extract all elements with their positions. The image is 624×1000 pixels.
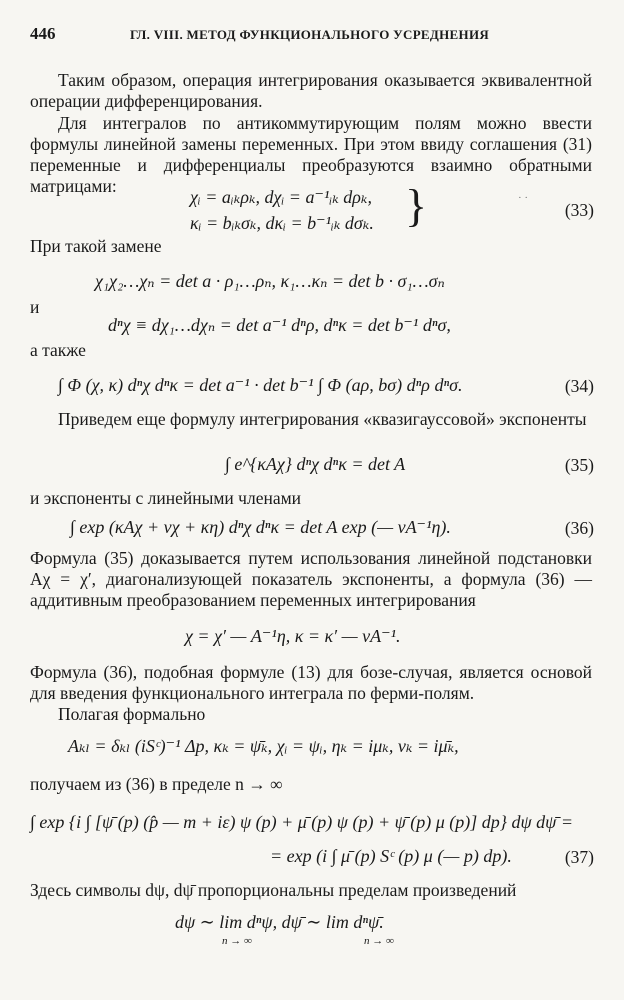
equation-substitution: χ = χ′ — A⁻¹η, κ = κ′ — νA⁻¹. (185, 626, 401, 646)
paragraph-10: Полагая формально (58, 704, 206, 724)
equation-37-line-2: = exp (i ∫ μ̄ (p) Sᶜ (p) μ (— p) dp). (270, 846, 512, 866)
equation-limits: dψ ∼ lim dⁿψ, dψ̄ ∼ lim dⁿψ̄. (175, 912, 384, 932)
paragraph-5: а также (30, 340, 86, 360)
equation-34: ∫ Φ (χ, κ) dⁿχ dⁿκ = det a⁻¹ · det b⁻¹ ∫ Φ (aρ, bσ) dⁿρ dⁿσ. (58, 375, 463, 395)
right-brace: } (405, 180, 428, 231)
equation-37-number: (37) (564, 847, 594, 867)
paragraph-11: получаем из (36) в пределе n → ∞ (30, 774, 283, 794)
paragraph-9: Формула (36), подобная формуле (13) для бозе-случая, является основой для введения функционального интеграла по ферми-полям. (30, 662, 592, 703)
equation-33-line-1: χᵢ = aᵢₖρₖ, dχᵢ = a⁻¹ᵢₖ dρₖ, (190, 187, 372, 207)
paragraph-3: При такой замене (30, 236, 162, 256)
running-header (30, 24, 594, 46)
equation-det-product: χ₁χ₂…χₙ = det a · ρ₁…ρₙ, κ₁…κₙ = det b · σ₁…σₙ (95, 271, 445, 291)
paragraph-8: Формула (35) доказывается путем использования линейной подстановки Aχ = χ′, диагонализующей показатель экспоненты, а формула (36) — аддитивным преобразованием переменных интегрирования (30, 548, 592, 610)
paragraph-2: Для интегралов по антикоммутирующим полям можно ввести формулы линейной замены переменных. При этом ввиду соглашения (31) переменные и дифференциалы преобразуются взаимно обратными матрицами: (30, 113, 592, 196)
equation-formal-substitution: Aₖₗ = δₖₗ (iSᶜ)⁻¹ Δp, κₖ = ψ̄ₖ, χᵢ = ψᵢ, ηₖ = iμₖ, νₖ = iμ̄ₖ, (68, 736, 459, 756)
equation-33-number: (33) (564, 200, 594, 220)
equation-36-number: (36) (564, 518, 594, 538)
equation-37-line-1: ∫ exp {i ∫ [ψ̄ (p) (p̂ — m + iε) ψ (p) + μ̄ (p) ψ (p) + ψ̄ (p) μ (p)] dp} dψ dψ̄ = (30, 812, 573, 832)
paragraph-6: Приведем еще формулу интегрирования «квазигауссовой» экспоненты (58, 409, 587, 429)
limit-subscript-2: n → ∞ (364, 935, 394, 947)
paragraph-4: и (30, 297, 40, 317)
equation-35: ∫ e^{κAχ} dⁿχ dⁿκ = det A (225, 454, 406, 474)
running-title: ГЛ. VIII. МЕТОД ФУНКЦИОНАЛЬНОГО УСРЕДНЕНИЯ (130, 27, 490, 42)
page-number: 446 (30, 24, 56, 43)
equation-det-differential: dⁿχ ≡ dχ₁…dχₙ = det a⁻¹ dⁿρ, dⁿκ = det b⁻¹ dⁿσ, (108, 315, 451, 335)
paragraph-12: Здесь символы dψ, dψ̄ пропорциональны пределам произведений (30, 880, 517, 900)
equation-35-number: (35) (564, 455, 594, 475)
print-speck: · · (518, 192, 529, 204)
paragraph-1: Таким образом, операция интегрирования оказывается эквивалентной операции дифференцирования. (30, 70, 592, 111)
equation-34-number: (34) (564, 376, 594, 396)
limit-subscript-1: n → ∞ (222, 935, 252, 947)
paragraph-7: и экспоненты с линейными членами (30, 488, 302, 508)
equation-36: ∫ exp (κAχ + νχ + κη) dⁿχ dⁿκ = det A exp (— νA⁻¹η). (70, 517, 451, 537)
equation-33-line-2: κᵢ = bᵢₖσₖ, dκᵢ = b⁻¹ᵢₖ dσₖ. (190, 213, 374, 233)
